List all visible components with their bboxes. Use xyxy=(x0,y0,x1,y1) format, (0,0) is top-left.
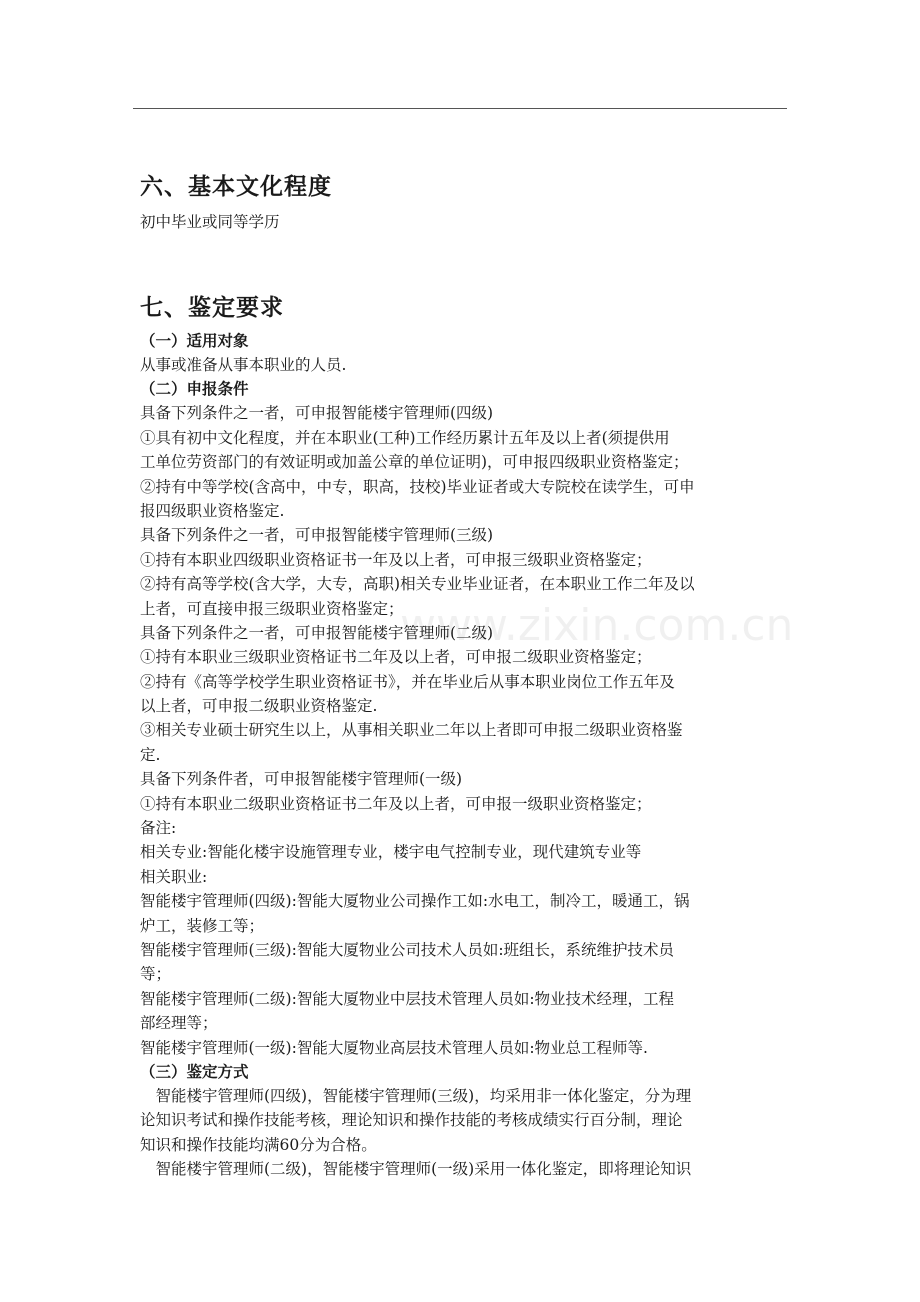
text-line: 具备下列条件之一者，可申报智能楼宇管理师(四级) xyxy=(140,404,494,423)
text-line: 等； xyxy=(140,965,172,984)
sub1-lines xyxy=(140,353,792,377)
text-line: ②持有高等学校(含大学，大专，高职)相关专业毕业证者，在本职业工作二年及以 xyxy=(140,575,695,594)
text-line: 知识和操作技能均满60分为合格。 xyxy=(140,1135,377,1154)
text-line: 报四级职业资格鉴定. xyxy=(140,501,285,520)
text-line: 定. xyxy=(140,745,161,764)
text-line: ②持有《高等学校学生职业资格证书》，并在毕业后从事本职业岗位工作五年及 xyxy=(140,672,675,691)
text-line: ③相关专业硕士研究生以上，从事相关职业二年以上者即可申报二级职业资格鉴 xyxy=(140,721,683,740)
text-line: 炉工，装修工等； xyxy=(140,916,265,935)
text-line: 相关专业:智能化楼宇设施管理专业，楼宇电气控制专业，现代建筑专业等 xyxy=(140,843,642,862)
text-line: 部经理等； xyxy=(140,1014,218,1033)
section7-body xyxy=(140,329,792,1182)
text-line: 智能楼宇管理师(二级):智能大厦物业中层技术管理人员如:物业技术经理，工程 xyxy=(140,989,675,1008)
section6-title: 六、基本文化程度 xyxy=(140,174,332,200)
text-line: 工单位劳资部门的有效证明或加盖公章的单位证明)，可申报四级职业资格鉴定； xyxy=(140,453,689,472)
text-line: 备注: xyxy=(140,819,177,838)
sub2-heading: （二）申报条件 xyxy=(140,380,249,399)
text-line: 论知识考试和操作技能考核，理论知识和操作技能的考核成绩实行百分制，理论 xyxy=(140,1111,683,1130)
text-line: ①持有本职业二级职业资格证书二年及以上者，可申报一级职业资格鉴定； xyxy=(140,794,652,813)
text-line: 上者，可直接申报三级职业资格鉴定； xyxy=(140,599,404,618)
section7-title: 七、鉴定要求 xyxy=(140,295,284,321)
text-line: 智能楼宇管理师(二级)，智能楼宇管理师(一级)采用一体化鉴定，即将理论知识 xyxy=(140,1160,692,1179)
text-line: 从事或准备从事本职业的人员. xyxy=(140,356,347,374)
text-line: 具备下列条件者，可申报智能楼宇管理师(一级) xyxy=(140,770,463,789)
text-line: 具备下列条件之一者，可申报智能楼宇管理师(三级) xyxy=(140,526,494,545)
watermark: www.zixin.com.cn xyxy=(400,600,794,651)
sub3-lines xyxy=(140,1084,792,1182)
sub1-heading: （一）适用对象 xyxy=(140,332,249,350)
section6-text: 初中毕业或同等学历 xyxy=(140,213,280,231)
text-line: ①持有本职业三级职业资格证书二年及以上者，可申报二级职业资格鉴定； xyxy=(140,648,652,667)
text-line: 智能楼宇管理师(一级):智能大厦物业高层技术管理人员如:物业总工程师等. xyxy=(140,1038,648,1057)
text-line: 智能楼宇管理师(三级):智能大厦物业公司技术人员如:班组长，系统维护技术员 xyxy=(140,940,675,959)
sub3-heading: （三）鉴定方式 xyxy=(140,1062,249,1081)
text-line: 智能楼宇管理师(四级)，智能楼宇管理师(三级)，均采用非一体化鉴定，分为理 xyxy=(140,1086,692,1105)
text-line: 以上者，可申报二级职业资格鉴定. xyxy=(140,697,378,716)
sub2-lines xyxy=(140,401,792,1060)
header-rule xyxy=(133,108,787,109)
text-line: 智能楼宇管理师(四级):智能大厦物业公司操作工如:水电工，制冷工，暖通工，锅 xyxy=(140,892,690,911)
text-line: ②持有中等学校(含高中，中专，职高，技校)毕业证者或大专院校在读学生，可申 xyxy=(140,477,695,496)
text-line: 具备下列条件之一者，可申报智能楼宇管理师(二级) xyxy=(140,623,494,642)
text-line: ①持有本职业四级职业资格证书一年及以上者，可申报三级职业资格鉴定； xyxy=(140,550,652,569)
text-line: ①具有初中文化程度，并在本职业(工种)工作经历累计五年及以上者(须提供用 xyxy=(140,428,670,447)
text-line: 相关职业: xyxy=(140,867,208,886)
